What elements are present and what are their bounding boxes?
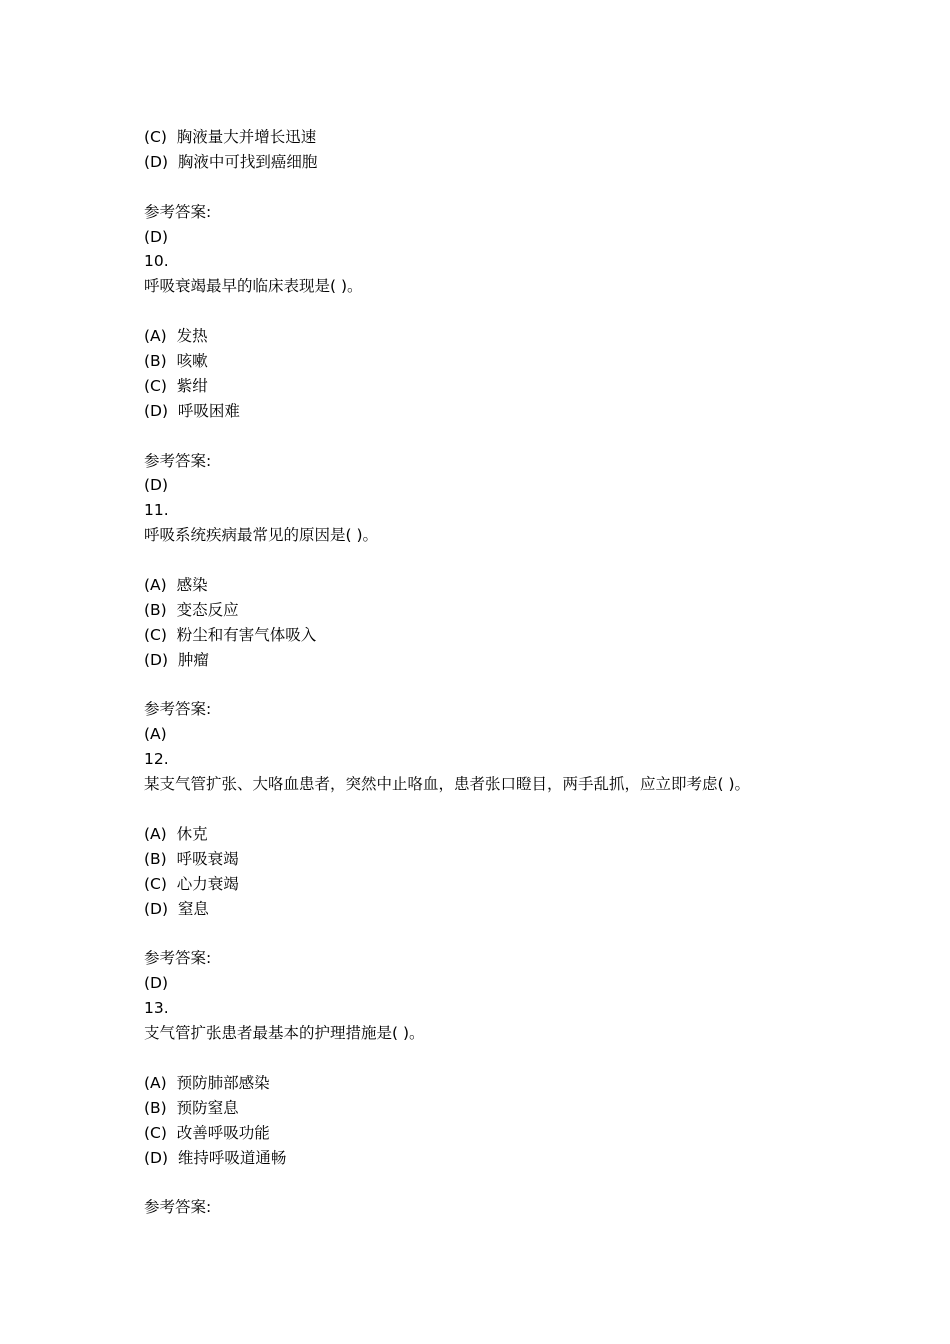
option-text: 发热 [176,327,208,346]
spacer [144,175,904,200]
option-letter: (D) [144,152,169,171]
option-text: 预防窒息 [176,1098,239,1117]
question-number: 10. [144,252,169,271]
question-number: 12. [144,750,169,769]
option-d [144,648,904,673]
option-d [144,399,904,424]
option-a [144,324,904,349]
option-text: 呼吸衰竭 [176,849,239,868]
option-text: 粉尘和有害气体吸入 [176,625,317,644]
spacer [144,922,904,947]
option-text: 预防肺部感染 [176,1073,270,1092]
spacer [144,299,904,324]
option-letter: (C) [144,1123,167,1142]
option-text: 胸液中可找到癌细胞 [177,152,318,171]
question-stem: 呼吸衰竭最早的临床表现是( )。 [144,277,363,296]
option-text: 胸液量大并增长迅速 [176,128,317,146]
option-text: 心力衰竭 [176,874,239,893]
question-number: 11. [144,501,169,520]
answer-value: (A) [144,725,167,744]
option-text: 肿瘤 [177,650,209,669]
option-a [144,573,904,598]
spacer [144,424,904,449]
option-letter: (A) [144,327,167,346]
answer-value: (D) [144,476,169,495]
option-d [144,897,904,922]
question-number: 13. [144,999,169,1018]
option-letter: (B) [144,1098,167,1117]
option-a [144,822,904,847]
option-text: 变态反应 [176,600,239,619]
answer-value: (D) [144,974,169,993]
answer-label: 参考答案: [144,202,212,221]
option-b [144,349,904,374]
answer-label: 参考答案: [144,1198,212,1217]
option-text: 休克 [176,824,208,843]
option-letter: (B) [144,849,167,868]
option-letter: (C) [144,625,167,644]
option-letter: (A) [144,576,167,595]
question-stem: 某支气管扩张、大咯血患者，突然中止咯血，患者张口瞪目，两手乱抓，应立即考虑( )。 [144,775,751,794]
option-letter: (B) [144,352,167,371]
option-b [144,847,904,872]
spacer [144,1046,904,1071]
option-d [144,1146,904,1171]
option-text: 紫绀 [176,376,208,395]
option-letter: (A) [144,1073,167,1092]
document-page [144,125,904,1220]
option-text: 维持呼吸道通畅 [177,1148,287,1167]
spacer [144,1170,904,1195]
option-a [144,1071,904,1096]
option-c [144,125,904,150]
answer-label: 参考答案: [144,451,212,470]
spacer [144,797,904,822]
option-c [144,872,904,897]
option-letter: (D) [144,1148,169,1167]
option-letter: (B) [144,600,167,619]
question-stem: 支气管扩张患者最基本的护理措施是( )。 [144,1024,425,1043]
option-text: 窒息 [177,899,209,918]
option-b [144,598,904,623]
option-letter: (C) [144,376,167,395]
option-b [144,1096,904,1121]
option-d [144,150,904,175]
option-letter: (D) [144,401,169,420]
answer-label: 参考答案: [144,700,212,719]
option-letter: (D) [144,650,169,669]
question-stem: 呼吸系统疾病最常见的原因是( )。 [144,526,379,545]
option-text: 感染 [176,576,208,595]
option-letter: (C) [144,874,167,893]
option-c [144,374,904,399]
answer-value: (D) [144,227,169,246]
option-c [144,623,904,648]
spacer [144,673,904,698]
spacer [144,548,904,573]
option-text: 改善呼吸功能 [176,1123,270,1142]
option-letter: (D) [144,899,169,918]
option-text: 呼吸困难 [177,401,240,420]
answer-label: 参考答案: [144,949,212,968]
option-c [144,1121,904,1146]
option-text: 咳嗽 [176,352,208,371]
option-letter: (A) [144,824,167,843]
option-letter: (C) [144,128,167,146]
